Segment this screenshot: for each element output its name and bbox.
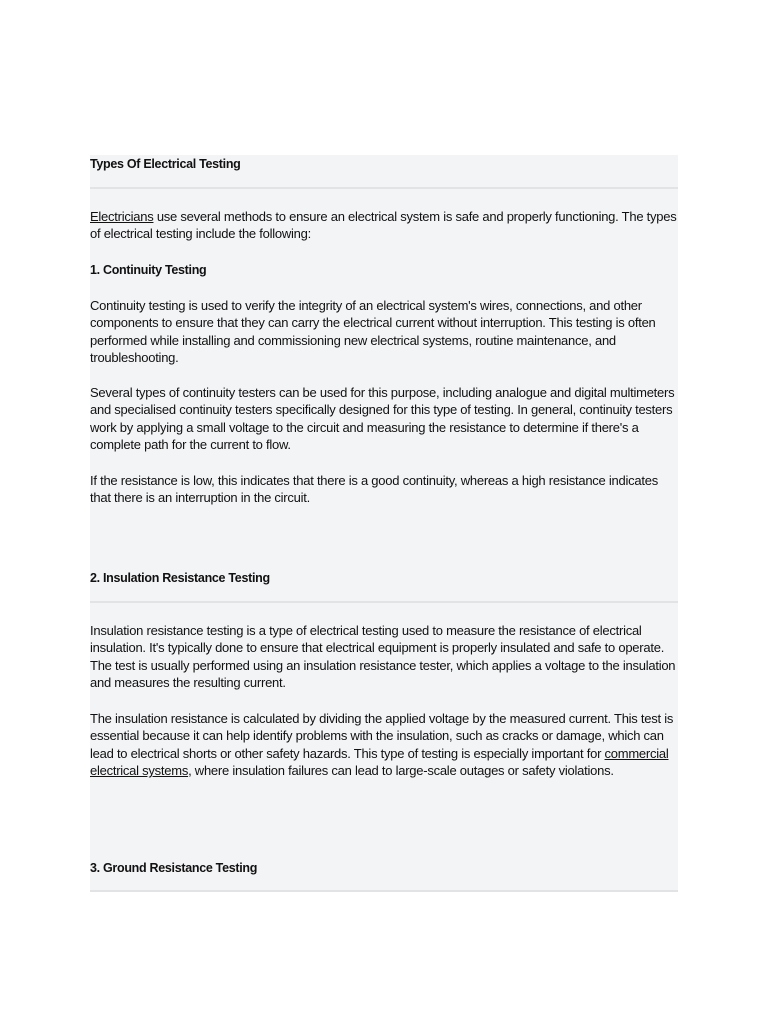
insulation-heading: 2. Insulation Resistance Testing: [90, 571, 270, 585]
insulation-text-before: The insulation resistance is calculated by dividing the applied voltage by the measured current. This test is essential because it can help identify problems with the insulation, such as cracks or damage, which can lead to electrical shorts or other safety hazards. This type of testing is especially important for: [90, 711, 674, 761]
continuity-paragraph-3: If the resistance is low, this indicates that there is a good continuity, whereas a high resistance indicates that there is an interruption in the circuit.: [90, 473, 658, 506]
intro-text: use several methods to ensure an electrical system is safe and properly functioning. The types of electrical testing include the following:: [90, 209, 677, 242]
insulation-paragraph-2: [90, 710, 678, 780]
ground-divider: [90, 890, 678, 892]
insulation-paragraph-1: Insulation resistance testing is a type of electrical testing used to measure the resistance of electrical insulation. It's typically done to ensure that electrical equipment is properly insulated and safe to operate. The test is usually performed using an insulation resistance tester, which applies a voltage to the insulation and measures the resulting current.: [90, 623, 676, 691]
continuity-paragraph-2: Several types of continuity testers can be used for this purpose, including analogue and digital multimeters and specialised continuity testers specifically designed for this type of testing. In general, continuity testers work by applying a small voltage to the circuit and measuring the resistance to determine if there's a complete path for the current to flow.: [90, 385, 675, 453]
insulation-text-after: , where insulation failures can lead to large-scale outages or safety violations.: [188, 763, 614, 779]
continuity-heading: 1. Continuity Testing: [90, 263, 207, 277]
commercial-electrical-systems-link[interactable]: commercial electrical systems: [90, 745, 669, 779]
electricians-link[interactable]: Electricians: [90, 209, 154, 224]
section-divider: [90, 187, 678, 189]
section-title: Types Of Electrical Testing: [90, 157, 241, 171]
insulation-divider: [90, 601, 678, 603]
continuity-paragraph-1: Continuity testing is used to verify the integrity of an electrical system's wires, connections, and other components to ensure that they can carry the electrical current without interruption. This testing is often performed while installing and commissioning new electrical systems, routine maintenance, and troubleshooting.: [90, 298, 656, 366]
ground-heading: 3. Ground Resistance Testing: [90, 861, 258, 875]
intro-paragraph: [90, 208, 678, 243]
